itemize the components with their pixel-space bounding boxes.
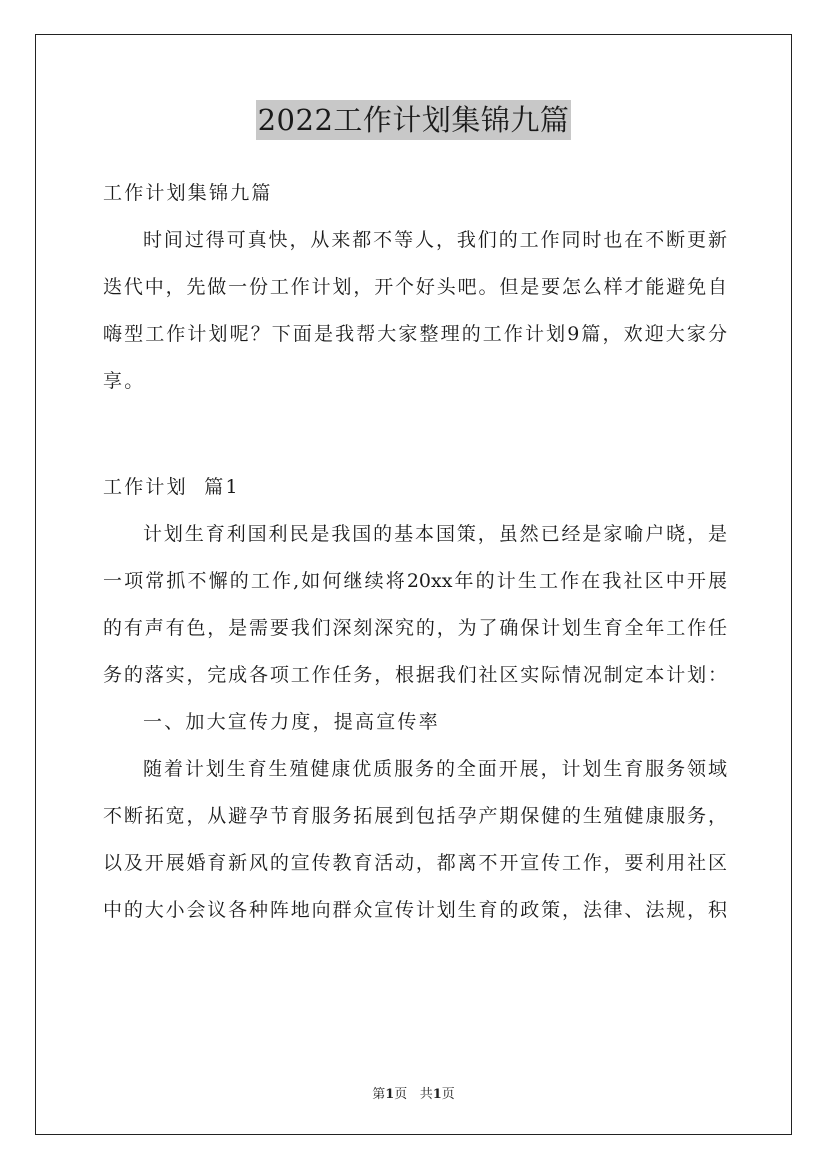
intro-line: 享。 [103,370,146,392]
body-line: 不断拓宽，从避孕节育服务拓展到包括孕产期保健的生殖健康服务， [103,805,727,827]
subheading: 一、加大宣传力度，提高宣传率 [143,711,440,733]
body-line: 中的大小会议各种阵地向群众宣传计划生育的政策，法律、法规，积 [103,899,727,921]
section-line: 务的落实，完成各项工作任务，根据我们社区实际情况制定本计划： [103,664,727,686]
section-line: 计划生育利国利民是我国的基本国策，虽然已经是家喻户晓，是 [143,523,727,545]
document-title: 2022工作计划集锦九篇 [256,100,572,140]
document-body [103,170,727,934]
page-total: 1 [432,1087,442,1102]
document-subtitle: 工作计划集锦九篇 [103,182,273,204]
total-suffix: 页 [441,1087,455,1102]
body-line: 随着计划生育生殖健康优质服务的全面开展，计划生育服务领域 [143,758,727,780]
body-line: 以及开展婚育新风的宣传教育活动，都离不开宣传工作，要利用社区 [103,852,727,874]
page-prefix: 第 [372,1087,386,1102]
page-footer [0,1083,827,1102]
section-line: 一项常抓不懈的工作,如何继续将20xx年的计生工作在我社区中开展 [103,570,727,592]
section-heading: 工作计划 篇1 [103,476,240,498]
total-prefix: 共 [419,1087,433,1102]
section-line: 的有声有色，是需要我们深刻深究的，为了确保计划生育全年工作任 [103,617,727,639]
intro-line: 迭代中，先做一份工作计划，开个好头吧。但是要怎么样才能避免自 [103,276,727,298]
paragraph-gap [103,405,727,464]
page-current: 1 [385,1087,395,1102]
intro-line: 时间过得可真快，从来都不等人，我们的工作同时也在不断更新 [143,229,727,251]
page-suffix: 页 [394,1087,408,1102]
intro-line: 嗨型工作计划呢？下面是我帮大家整理的工作计划9篇，欢迎大家分 [103,323,727,345]
title-container [0,100,827,140]
